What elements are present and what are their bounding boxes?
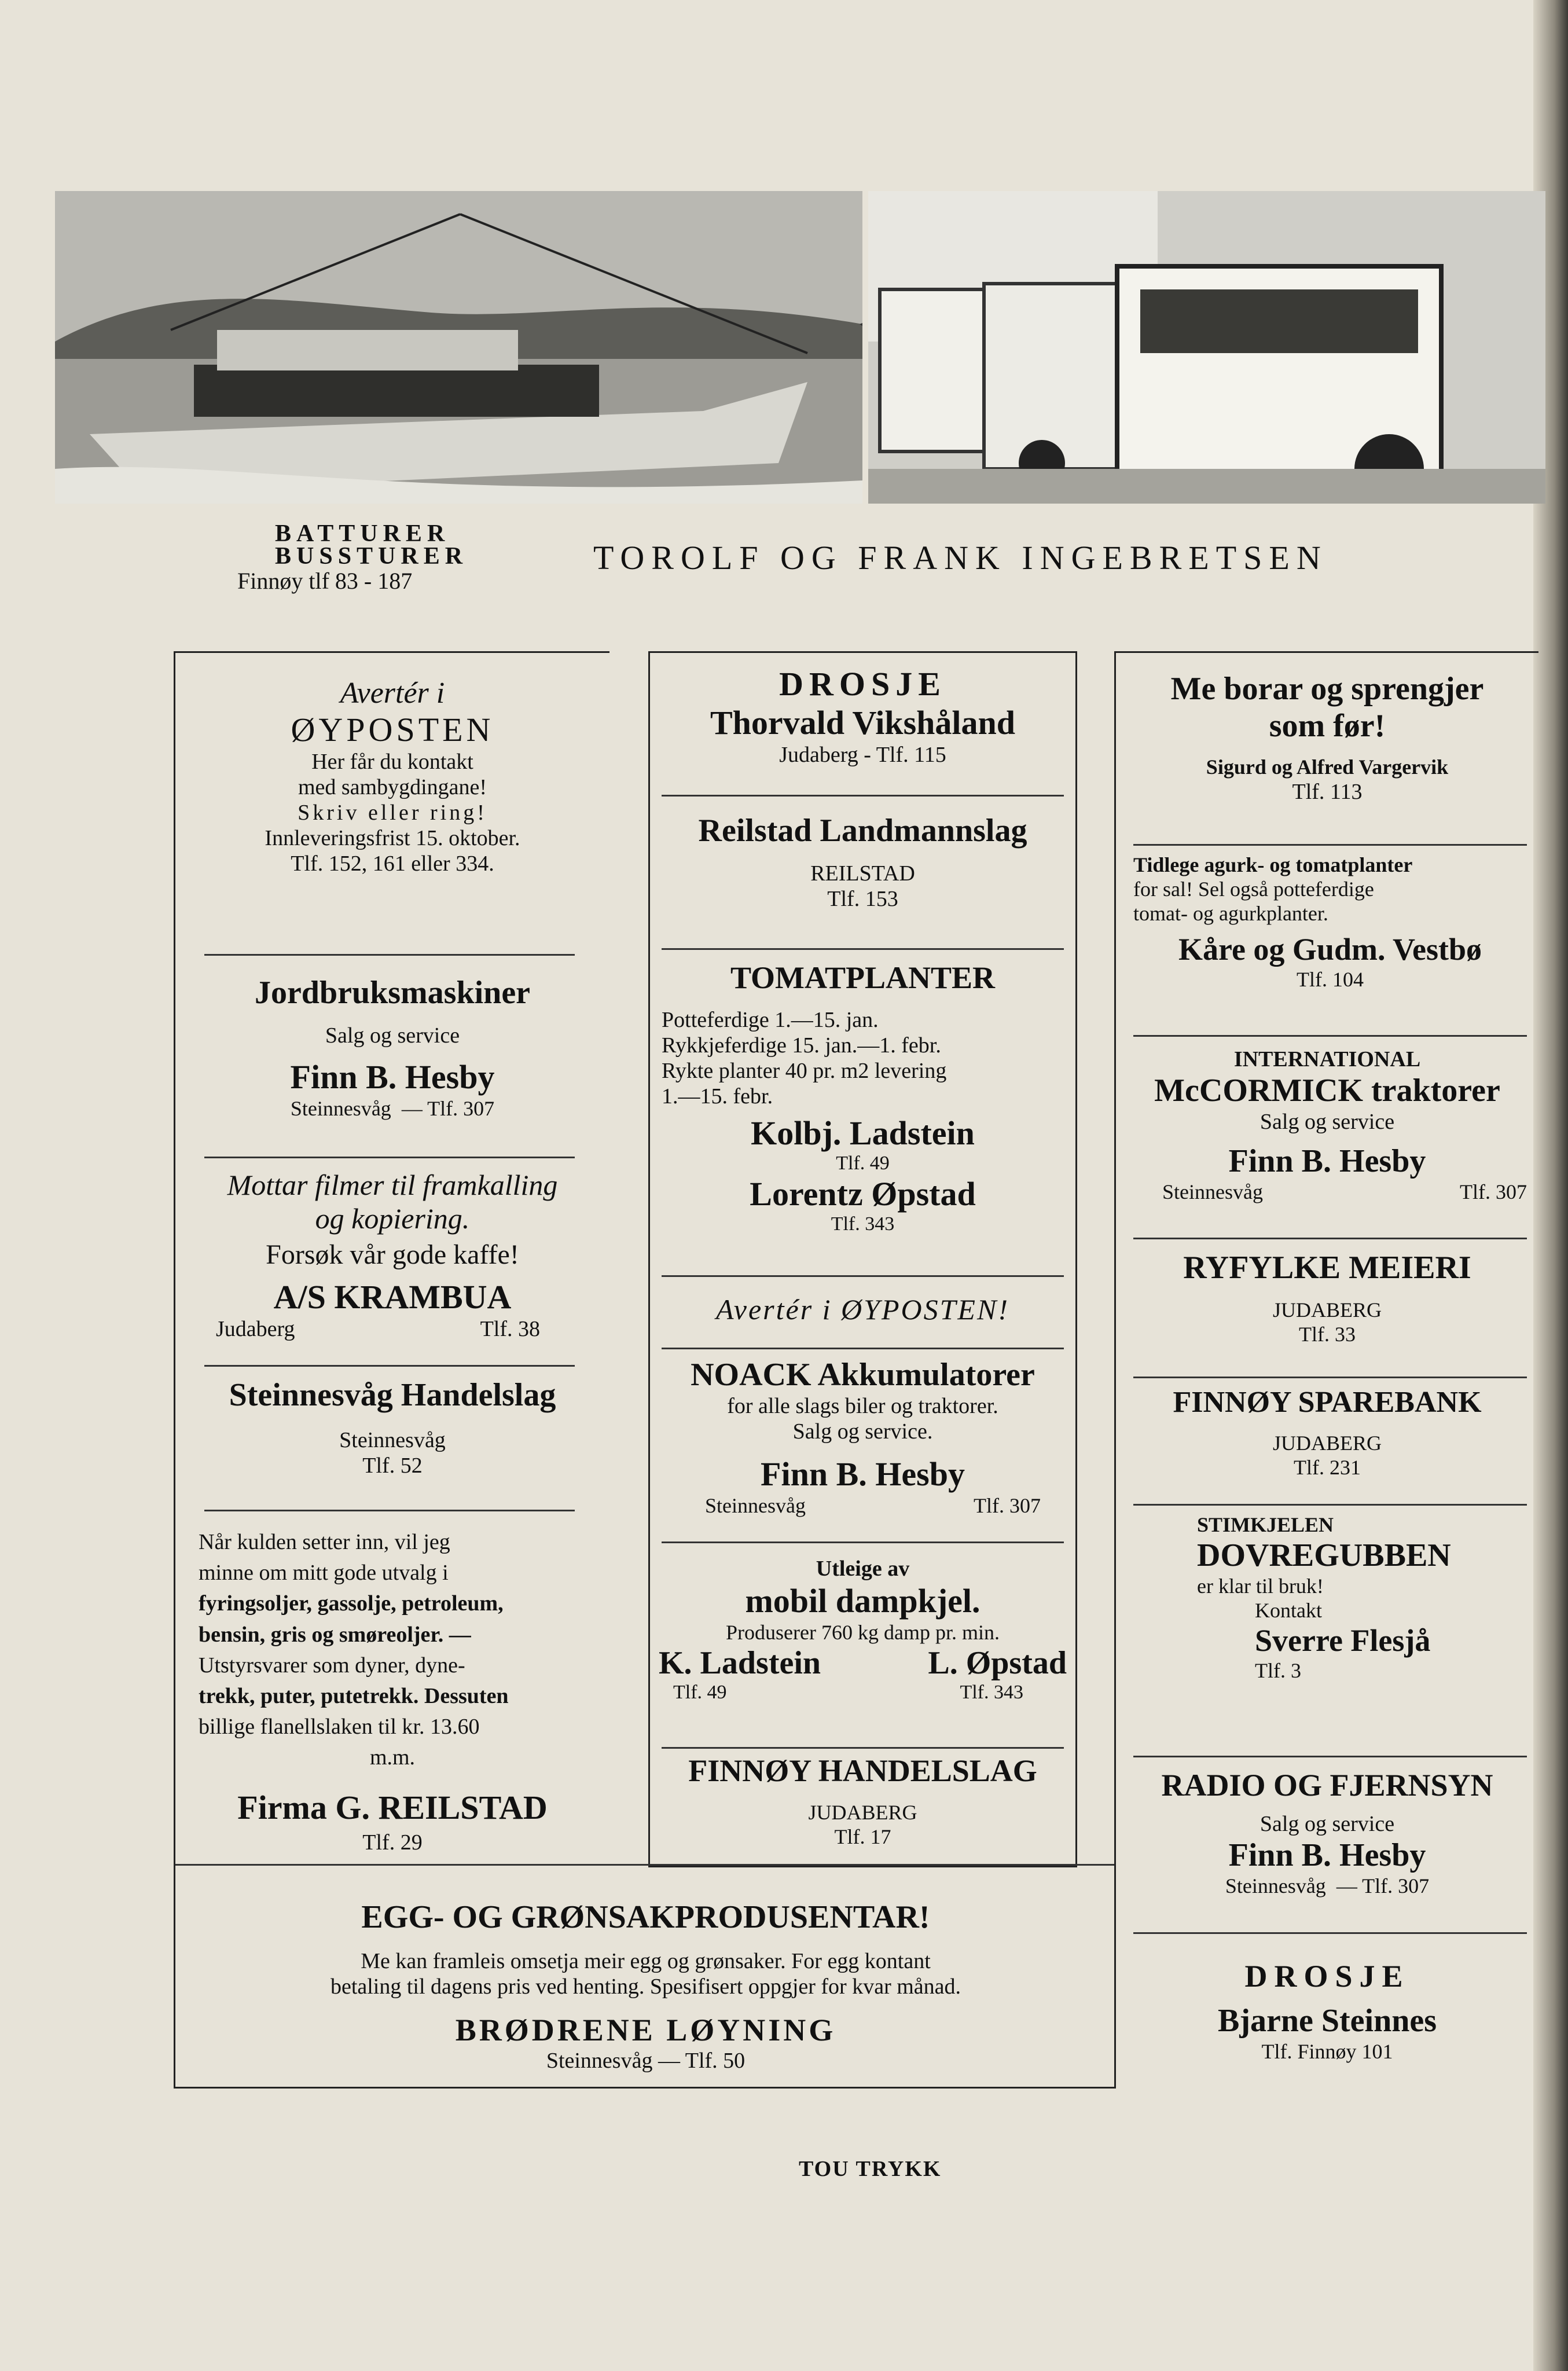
text: EGG- OG GRØNSAKPRODUSENTAR!: [361, 1899, 930, 1935]
divider: [1133, 1756, 1527, 1757]
text: Tlf. 307: [1460, 1180, 1527, 1203]
ad-reilstad: [199, 1527, 586, 1858]
ad-ryfylke-meieri: [1116, 1249, 1538, 1346]
text: og kopiering.: [315, 1202, 470, 1235]
ad-borar: [1116, 670, 1538, 805]
text: Utstyrsvarer som dyner, dyne-: [199, 1653, 465, 1678]
text: Bjarne Steinnes: [1218, 2003, 1437, 2039]
divider: [662, 1348, 1064, 1349]
ad-reilstad-landmannslag: [650, 812, 1075, 912]
header-phone: Finnøy tlf 83 - 187: [237, 568, 413, 594]
divider: [1133, 1035, 1527, 1037]
text: Salg og service: [1259, 1812, 1395, 1836]
text: Tlf. 343: [831, 1213, 895, 1235]
text: fyringsoljer, gassolje, petroleum,: [199, 1591, 504, 1616]
text: [650, 1645, 1075, 1682]
divider: [204, 1157, 575, 1158]
divider: [204, 1510, 575, 1511]
text: [650, 1682, 1075, 1704]
text: Tlf. 52: [362, 1454, 423, 1478]
text: Tlf. 49: [673, 1682, 727, 1703]
text: Reilstad Landmannslag: [698, 813, 1027, 849]
text: Finn B. Hesby: [290, 1058, 495, 1096]
text: INTERNATIONAL: [1233, 1047, 1421, 1071]
text: TOMATPLANTER: [730, 960, 996, 995]
text: Me kan framleis omsetja meir egg og grønsaker. For egg kontant: [361, 1949, 931, 1973]
text: BRØDRENE LØYNING: [455, 2013, 836, 2047]
text: Tlf. Finnøy 101: [1261, 2040, 1393, 2063]
text: Tlf. 49: [836, 1153, 890, 1174]
divider: [662, 948, 1064, 950]
text: [175, 1316, 609, 1342]
text: Me borar og sprengjer: [1170, 671, 1484, 707]
text: m.m.: [369, 1745, 416, 1770]
divider: [204, 1365, 575, 1367]
ad-brodrene-loyning: [174, 1864, 1116, 2089]
divider: [662, 1541, 1064, 1543]
text: Steinnesvåg: [1225, 1874, 1326, 1897]
ad-finnoy-sparebank: [1116, 1385, 1538, 1480]
divider: [662, 1275, 1064, 1277]
text: [650, 1493, 1075, 1518]
text: JUDABERG: [808, 1801, 917, 1824]
text: Salg og service: [1259, 1110, 1395, 1134]
text: Thorvald Vikshåland: [710, 704, 1016, 742]
text: DROSJE: [1244, 1959, 1410, 1994]
text: [1116, 1180, 1538, 1204]
text: Her får du kontakt: [311, 750, 473, 774]
text: FINNØY SPAREBANK: [1173, 1386, 1482, 1419]
text: FINNØY HANDELSLAG: [688, 1753, 1037, 1788]
text: Salg og service.: [792, 1419, 933, 1444]
divider: [1133, 1377, 1527, 1378]
text: Tlf. 307: [974, 1494, 1041, 1517]
text: Salg og service: [325, 1023, 460, 1048]
text: Skriv eller ring!: [298, 801, 487, 825]
text: A/S KRAMBUA: [273, 1278, 512, 1316]
text: trekk, puter, putetrekk. Dessuten: [199, 1683, 509, 1708]
text: RYFYLKE MEIERI: [1183, 1250, 1471, 1286]
text: Tidlege agurk- og tomatplanter: [1133, 853, 1413, 876]
text: Tlf. 38: [480, 1317, 540, 1341]
text: Kåre og Gudm. Vestbø: [1178, 932, 1482, 967]
header-batturer: BATTURER: [275, 520, 450, 547]
text: Rykte planter 40 pr. m2 levering: [662, 1059, 947, 1083]
text: Rykkjeferdige 15. jan.—1. febr.: [662, 1033, 941, 1058]
divider: [1133, 1504, 1527, 1506]
text: ØYPOSTEN: [291, 711, 494, 748]
divider: [662, 795, 1064, 797]
ad-steinnesvag-handelslag: [175, 1377, 609, 1478]
text: Kolbj. Ladstein: [751, 1114, 975, 1152]
text: DOVREGUBBEN: [1197, 1537, 1451, 1573]
text: tomat- og agurkplanter.: [1133, 902, 1328, 925]
text: Steinnesvåg: [339, 1428, 446, 1452]
text: Steinnesvåg Handelslag: [229, 1377, 556, 1413]
text: Når kulden setter inn, vil jeg: [199, 1530, 450, 1554]
text: er klar til bruk!: [1197, 1574, 1324, 1598]
text: Tlf. 231: [1294, 1456, 1361, 1479]
text: Innleveringsfrist 15. oktober.: [265, 826, 520, 850]
header-bussturer: BUSSTURER: [275, 543, 468, 570]
text: [1116, 1874, 1538, 1898]
text: RADIO OG FJERNSYN: [1161, 1768, 1493, 1803]
text: JUDABERG: [1272, 1298, 1382, 1322]
text: Jordbruksmaskiner: [254, 975, 531, 1011]
text: Tlf. 29: [362, 1830, 423, 1855]
ad-mccormick: [1116, 1047, 1538, 1204]
ad-tomatplanter: [650, 960, 1075, 1235]
text: [175, 1096, 609, 1121]
text: Steinnesvåg: [290, 1097, 391, 1120]
ad-radio-fjernsyn: [1116, 1767, 1538, 1898]
text: Tlf. 3: [1255, 1659, 1301, 1682]
text: Sverre Flesjå: [1255, 1623, 1431, 1658]
text: Steinnesvåg: [705, 1494, 806, 1517]
text: STIMKJELEN: [1197, 1513, 1334, 1536]
text: Lorentz Øpstad: [750, 1175, 976, 1213]
text: Utleige av: [816, 1557, 910, 1581]
text: for alle slags biler og traktorer.: [727, 1394, 998, 1418]
text: McCORMICK traktorer: [1154, 1073, 1500, 1109]
divider: [662, 1747, 1064, 1749]
text: for sal! Sel også potteferdige: [1133, 878, 1374, 901]
ad-avert: Avertér i ØYPOSTEN!: [716, 1293, 1009, 1326]
text: Produserer 760 kg damp pr. min.: [726, 1621, 1000, 1644]
text: bensin, gris og smøreoljer. —: [199, 1622, 471, 1647]
text: Steinnesvåg — Tlf. 50: [546, 2049, 746, 2073]
ad-noack: [650, 1356, 1075, 1518]
text: [175, 1899, 1116, 2073]
text: mobil dampkjel.: [745, 1582, 981, 1620]
text: billige flanellslaken til kr. 13.60: [199, 1715, 480, 1739]
text: Tlf. 343: [960, 1682, 1023, 1703]
text: Firma G. REILSTAD: [237, 1788, 548, 1826]
text: L. Øpstad: [928, 1645, 1067, 1681]
header-title: TOROLF OG FRANK INGEBRETSEN: [593, 539, 1328, 577]
text: Tlf. 104: [1297, 968, 1364, 991]
ad-column-1: [174, 651, 609, 1866]
ad-jordbruksmaskiner: [175, 974, 609, 1121]
footer-printer: TOU TRYKK: [799, 2157, 942, 2181]
text: Tlf. 17: [834, 1825, 891, 1848]
text: Finn B. Hesby: [1228, 1837, 1426, 1873]
text: som før!: [1269, 708, 1386, 744]
bus-photo: [868, 191, 1545, 504]
text: Tlf. 113: [1292, 780, 1363, 804]
text: REILSTAD: [810, 861, 915, 886]
ad-drosje-vikshaland: [650, 665, 1075, 768]
text: Potteferdige 1.—15. jan.: [662, 1008, 879, 1032]
text: Tlf. 33: [1299, 1323, 1356, 1346]
text: K. Ladstein: [659, 1645, 821, 1681]
text: Tlf. 152, 161 eller 334.: [291, 851, 494, 876]
text: NOACK Akkumulatorer: [691, 1357, 1035, 1393]
ad-drosje-steinnes: [1116, 1958, 1538, 2064]
text: Finn B. Hesby: [761, 1455, 965, 1493]
divider: [1133, 1932, 1527, 1934]
ad-oyposten: [175, 676, 609, 876]
text: [650, 1007, 1075, 1109]
text: Tlf. 153: [827, 887, 898, 911]
ad-column-3: [1114, 651, 1538, 2089]
text: med sambygdingane!: [298, 775, 487, 799]
text: JUDABERG: [1272, 1432, 1382, 1455]
ad-krambua: [175, 1168, 609, 1342]
text: Kontakt: [1255, 1599, 1322, 1622]
text: 1.—15. febr.: [662, 1084, 773, 1109]
divider: [1133, 1238, 1527, 1239]
text: — Tlf. 307: [1336, 1874, 1430, 1897]
ad-stimkjelen: [1197, 1513, 1527, 1683]
text: Mottar filmer til framkalling: [227, 1169, 558, 1201]
text: Judaberg - Tlf. 115: [779, 743, 946, 767]
text: Finn B. Hesby: [1228, 1143, 1426, 1179]
boat-photo: [55, 191, 862, 504]
ad-finnoy-handelslag: [650, 1753, 1075, 1849]
ad-vestbo: [1133, 853, 1527, 992]
ad-dampkjel: [650, 1556, 1075, 1704]
text: DROSJE: [779, 665, 946, 703]
text: Forsøk vår gode kaffe!: [266, 1239, 519, 1270]
text: minne om mitt gode utvalg i: [199, 1561, 449, 1585]
divider: [1133, 844, 1527, 846]
text: Avertér i: [340, 677, 445, 710]
ad-column-2: [648, 651, 1077, 1867]
text: betaling til dagens pris ved henting. Spesifisert oppgjer for kvar månad.: [330, 1974, 961, 1999]
text: Sigurd og Alfred Vargervik: [1206, 755, 1449, 779]
text: Judaberg: [216, 1317, 295, 1341]
text: Steinnesvåg: [1162, 1180, 1263, 1203]
text: — Tlf. 307: [401, 1097, 495, 1120]
divider: [204, 954, 575, 956]
